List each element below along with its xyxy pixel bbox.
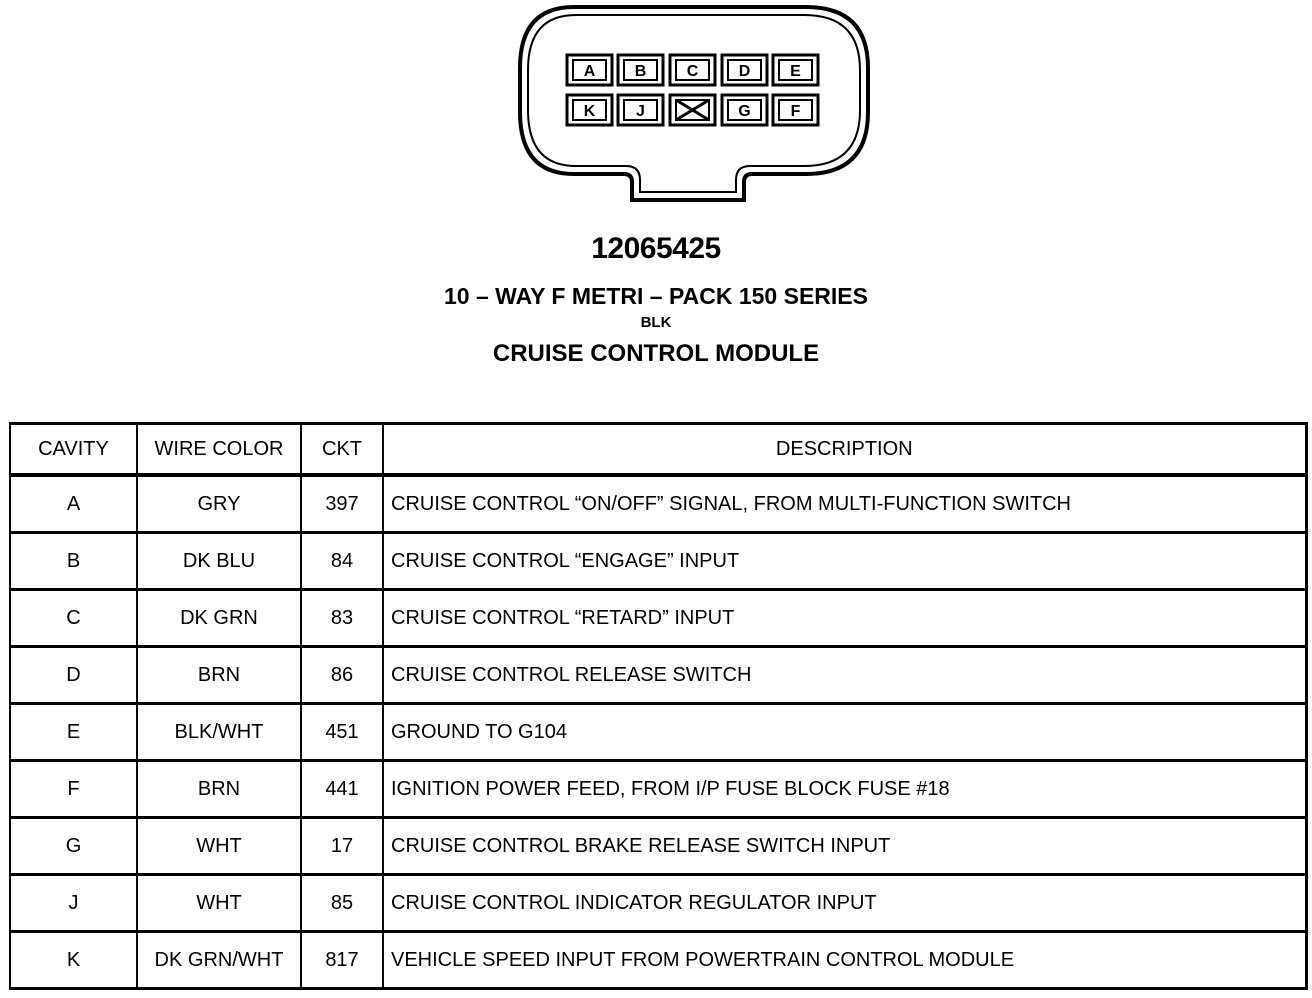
- cavity-cell: K: [10, 932, 137, 989]
- cavity-row-top: [567, 55, 818, 85]
- wire-color-cell: BRN: [137, 647, 301, 704]
- ckt-cell: 17: [301, 818, 383, 875]
- connector-face-diagram: [0, 0, 1312, 230]
- wire-color-cell: BLK/WHT: [137, 704, 301, 761]
- description-cell: GROUND TO G104: [383, 704, 1306, 761]
- table-row: [10, 932, 1306, 989]
- description-cell: CRUISE CONTROL “ENGAGE” INPUT: [383, 533, 1306, 590]
- cavity-cell: A: [10, 475, 137, 533]
- wire-color-cell: WHT: [137, 875, 301, 932]
- description-cell: CRUISE CONTROL “ON/OFF” SIGNAL, FROM MULTI-FUNCTION SWITCH: [383, 475, 1306, 533]
- connector-color: BLK: [640, 314, 672, 331]
- wire-color-cell: BRN: [137, 761, 301, 818]
- cavity-label: F: [790, 103, 801, 120]
- pinout-table: [9, 422, 1308, 990]
- table-row: [10, 533, 1306, 590]
- description-cell: CRUISE CONTROL “RETARD” INPUT: [383, 590, 1306, 647]
- connector-part-number: 12065425: [591, 232, 721, 265]
- wire-color-cell: DK GRN: [137, 590, 301, 647]
- wire-color-cell: WHT: [137, 818, 301, 875]
- cavity-cell: E: [10, 704, 137, 761]
- cavity-label: B: [634, 63, 647, 80]
- header-description: DESCRIPTION: [383, 424, 1306, 476]
- component-name: CRUISE CONTROL MODULE: [492, 340, 820, 367]
- wire-color-cell: DK BLU: [137, 533, 301, 590]
- table-row: [10, 818, 1306, 875]
- cavity-cell: D: [10, 647, 137, 704]
- ckt-cell: 451: [301, 704, 383, 761]
- table-row: [10, 875, 1306, 932]
- table-row: [10, 761, 1306, 818]
- description-cell: CRUISE CONTROL BRAKE RELEASE SWITCH INPUT: [383, 818, 1306, 875]
- cavity-label: A: [583, 63, 596, 80]
- cavity-label: K: [583, 103, 596, 120]
- description-cell: VEHICLE SPEED INPUT FROM POWERTRAIN CONTROL MODULE: [391, 948, 1015, 971]
- cavity-label: G: [738, 103, 751, 120]
- cavity-cell: G: [10, 818, 137, 875]
- ckt-cell: 817: [301, 932, 383, 989]
- connector-type: 10 – WAY F METRI – PACK 150 SERIES: [444, 283, 868, 309]
- table-row: [10, 704, 1306, 761]
- ckt-cell: 397: [301, 475, 383, 533]
- ckt-cell: 83: [301, 590, 383, 647]
- wire-color-cell: GRY: [137, 475, 301, 533]
- cavity-cell: B: [10, 533, 137, 590]
- description-cell: CRUISE CONTROL INDICATOR REGULATOR INPUT: [383, 875, 1306, 932]
- table-row: [10, 590, 1306, 647]
- ckt-cell: 86: [301, 647, 383, 704]
- ckt-cell: 84: [301, 533, 383, 590]
- wire-color-cell: DK GRN/WHT: [137, 932, 301, 989]
- cavity-label: D: [738, 63, 751, 80]
- header-wire-color: WIRE COLOR: [137, 424, 301, 476]
- cavity-cell: J: [10, 875, 137, 932]
- description-cell: CRUISE CONTROL RELEASE SWITCH: [383, 647, 1306, 704]
- ckt-cell: 85: [301, 875, 383, 932]
- cavity-label: J: [636, 103, 645, 120]
- cavity-label: C: [686, 63, 699, 80]
- header-cavity: CAVITY: [10, 424, 137, 476]
- table-row: [10, 475, 1306, 533]
- table-header-row: [10, 424, 1306, 476]
- cavity-label: E: [790, 63, 801, 80]
- description-cell: IGNITION POWER FEED, FROM I/P FUSE BLOCK FUSE #18: [383, 761, 1306, 818]
- cavity-cell: C: [10, 590, 137, 647]
- header-ckt: CKT: [301, 424, 383, 476]
- ckt-cell: 441: [301, 761, 383, 818]
- cavity-cell: F: [10, 761, 137, 818]
- connector-housing-inner-outline: [528, 15, 860, 192]
- cavity-row-bottom: [567, 95, 818, 125]
- table-row: [10, 647, 1306, 704]
